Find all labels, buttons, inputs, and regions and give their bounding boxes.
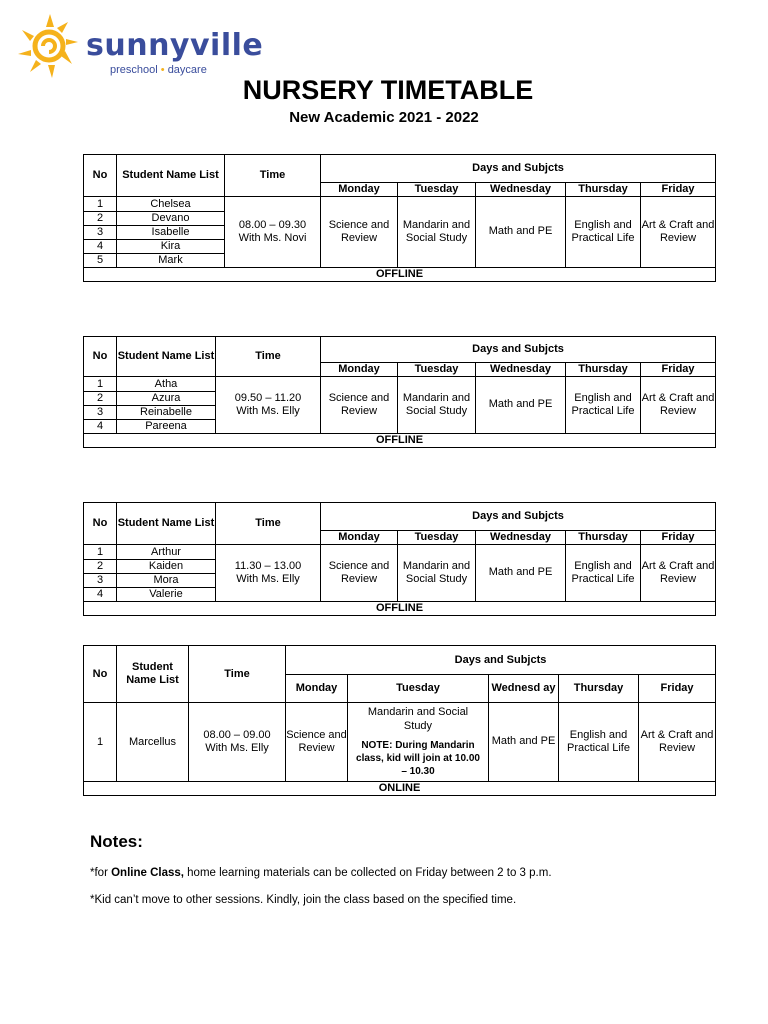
tuesday-subject: Mandarin and Social Study (398, 197, 476, 268)
thursday-subject: English and Practical Life (566, 197, 641, 268)
monday-subject: Science and Review (321, 545, 398, 602)
header-student-name: Student Name List (117, 646, 189, 703)
student-no: 2 (84, 392, 117, 406)
session-mode: ONLINE (84, 782, 716, 796)
wednesday-subject: Math and PE (489, 703, 559, 782)
header-thursday: Thursday (559, 675, 639, 703)
header-tuesday: Tuesday (398, 183, 476, 197)
header-tuesday: Tuesday (398, 531, 476, 545)
header-friday: Friday (639, 675, 716, 703)
header-friday: Friday (641, 363, 716, 377)
header-friday: Friday (641, 183, 716, 197)
student-name: Kira (117, 240, 225, 254)
friday-subject: Art & Craft and Review (639, 703, 716, 782)
header-time: Time (216, 503, 321, 545)
student-no: 2 (84, 212, 117, 226)
session-time: 08.00 – 09.30 With Ms. Novi (225, 197, 321, 268)
header-monday: Monday (321, 531, 398, 545)
session-mode: OFFLINE (84, 268, 716, 282)
student-no: 3 (84, 574, 117, 588)
page-title: NURSERY TIMETABLE (242, 75, 534, 105)
monday-subject: Science and Review (321, 197, 398, 268)
header-days: Days and Subjcts (286, 646, 716, 675)
session-time: 09.50 – 11.20 With Ms. Elly (216, 377, 321, 434)
header-days: Days and Subjcts (321, 155, 716, 183)
header-days: Days and Subjcts (321, 337, 716, 363)
header-monday: Monday (321, 363, 398, 377)
student-no: 3 (84, 406, 117, 420)
header-wednesday: Wednesday (476, 363, 566, 377)
notes-title: Notes: (90, 832, 143, 851)
logo-wordmark: sunnyville (86, 28, 264, 63)
page-subtitle: New Academic 2021 - 2022 (289, 109, 479, 126)
session-time: 08.00 – 09.00 With Ms. Elly (189, 703, 286, 782)
header-wednesday: Wednesday (476, 531, 566, 545)
sunnyville-logo (16, 14, 264, 84)
tuesday-note: NOTE: During Mandarin class, kid will join at 10.00 – 10.30 (356, 740, 480, 777)
student-name: Pareena (117, 420, 216, 434)
header-student-name: Student Name List (117, 155, 225, 197)
student-no: 3 (84, 226, 117, 240)
wednesday-subject: Math and PE (476, 545, 566, 602)
timetable-session-3 (83, 502, 716, 616)
header-thursday: Thursday (566, 183, 641, 197)
session-mode: OFFLINE (84, 434, 716, 448)
header-student-name: Student Name List (117, 503, 216, 545)
student-no: 5 (84, 254, 117, 268)
header-monday: Monday (286, 675, 348, 703)
thursday-subject: English and Practical Life (566, 545, 641, 602)
session-mode: OFFLINE (84, 602, 716, 616)
student-no: 2 (84, 560, 117, 574)
thursday-subject: English and Practical Life (566, 377, 641, 434)
student-name: Mark (117, 254, 225, 268)
header-wednesday: Wednesday (476, 183, 566, 197)
header-thursday: Thursday (566, 531, 641, 545)
student-no: 1 (84, 703, 117, 782)
timetable-session-1 (83, 154, 716, 282)
student-name: Valerie (117, 588, 216, 602)
tuesday-subject: Mandarin and Social Study NOTE: During Mandarin class, kid will join at 10.00 – 10.30 (348, 703, 489, 782)
header-no: No (84, 646, 117, 703)
student-name: Chelsea (117, 197, 225, 212)
header-wednesday: Wednesd ay (489, 675, 559, 703)
header-student-name: Student Name List (117, 337, 216, 377)
student-name: Marcellus (117, 703, 189, 782)
student-name: Isabelle (117, 226, 225, 240)
header-tuesday: Tuesday (348, 675, 489, 703)
header-time: Time (216, 337, 321, 377)
student-no: 4 (84, 240, 117, 254)
header-no: No (84, 155, 117, 197)
student-name: Kaiden (117, 560, 216, 574)
thursday-subject: English and Practical Life (559, 703, 639, 782)
student-no: 4 (84, 588, 117, 602)
wednesday-subject: Math and PE (476, 377, 566, 434)
friday-subject: Art & Craft and Review (641, 545, 716, 602)
monday-subject: Science and Review (321, 377, 398, 434)
header-tuesday: Tuesday (398, 363, 476, 377)
friday-subject: Art & Craft and Review (641, 197, 716, 268)
header-thursday: Thursday (566, 363, 641, 377)
student-name: Devano (117, 212, 225, 226)
student-no: 1 (84, 197, 117, 212)
header-days: Days and Subjcts (321, 503, 716, 531)
friday-subject: Art & Craft and Review (641, 377, 716, 434)
student-name: Arthur (117, 545, 216, 560)
student-name: Reinabelle (117, 406, 216, 420)
header-no: No (84, 503, 117, 545)
student-no: 1 (84, 377, 117, 392)
student-name: Atha (117, 377, 216, 392)
header-time: Time (189, 646, 286, 703)
header-monday: Monday (321, 183, 398, 197)
wednesday-subject: Math and PE (476, 197, 566, 268)
header-no: No (84, 337, 117, 377)
logo-tagline: preschool • daycare (110, 64, 207, 76)
session-time: 11.30 – 13.00 With Ms. Elly (216, 545, 321, 602)
student-no: 4 (84, 420, 117, 434)
timetable-session-2 (83, 336, 716, 448)
student-name: Azura (117, 392, 216, 406)
monday-subject: Science and Review (286, 703, 348, 782)
timetable-session-4 (83, 645, 716, 796)
note-session-rule: *Kid can’t move to other sessions. Kindly, join the class based on the specified time. (90, 894, 517, 906)
header-time: Time (225, 155, 321, 197)
header-friday: Friday (641, 531, 716, 545)
sun-icon (16, 14, 80, 80)
student-name: Mora (117, 574, 216, 588)
tuesday-subject: Mandarin and Social Study (398, 545, 476, 602)
note-online-class: *for Online Class, home learning materials can be collected on Friday between 2 to 3 p.m. (90, 867, 552, 879)
tuesday-subject: Mandarin and Social Study (398, 377, 476, 434)
student-no: 1 (84, 545, 117, 560)
